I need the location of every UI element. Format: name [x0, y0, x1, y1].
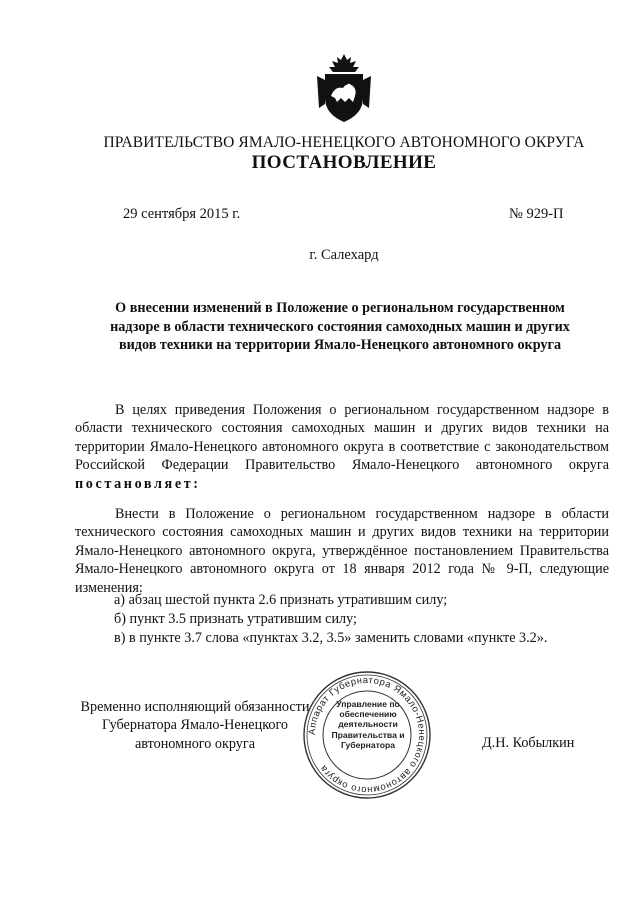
stamp-ring-text: Аппарат Губернатора Ямало-Ненецкого автономного округа	[305, 673, 429, 797]
signatory-title: Временно исполняющий обязанности Губернатора Ямало-Ненецкого автономного округа	[80, 699, 310, 752]
preamble-text: В целях приведения Положения о региональном государственном надзоре в области технического состояния самоходных машин и других видов техники на территории Ямало-Ненецкого автономного округа в соответствие с законодательством Российской Федерации Правительство Ямало-Ненецкого автономного округа	[75, 402, 609, 474]
list-item: б) пункт 3.5 признать утратившим силу;	[114, 611, 357, 627]
document-number: № 929-П	[509, 206, 564, 222]
resolves-keyword: постановляет:	[75, 475, 201, 492]
stamp-center-text: Управление по обеспечению деятельности Правительства и Губернатора	[331, 699, 405, 750]
organization-name: ПРАВИТЕЛЬСТВО ЯМАЛО-НЕНЕЦКОГО АВТОНОМНОГО ОКРУГА	[103, 134, 585, 151]
coat-of-arms-icon	[313, 52, 375, 124]
signatory-name: Д.Н. Кобылкин	[482, 735, 575, 751]
document-type: ПОСТАНОВЛЕНИЕ	[251, 152, 437, 173]
amendment-paragraph: Внести в Положение о региональном государственном надзоре в области технического состояния самоходных машин и других видов техники на территории Ямало-Ненецкого автономного округа, утверждённое постановлением Правительства Ямало-Ненецкого автономного округа от 18 января 2012 года № 9-П, следующие изменения:	[75, 506, 609, 596]
list-item: а) абзац шестой пункта 2.6 признать утратившим силу;	[114, 592, 448, 608]
preamble-paragraph	[75, 401, 609, 493]
list-item: в) в пункте 3.7 слова «пунктах 3.2, 3.5» заменить словами «пункте 3.2».	[114, 630, 548, 646]
document-date: 29 сентября 2015 г.	[123, 206, 241, 222]
document-city: г. Салехард	[309, 247, 379, 263]
document-subject: О внесении изменений в Положение о региональном государственном надзоре в области технического состояния самоходных машин и других видов техники на территории Ямало-Ненецкого автономного округа	[110, 300, 570, 354]
